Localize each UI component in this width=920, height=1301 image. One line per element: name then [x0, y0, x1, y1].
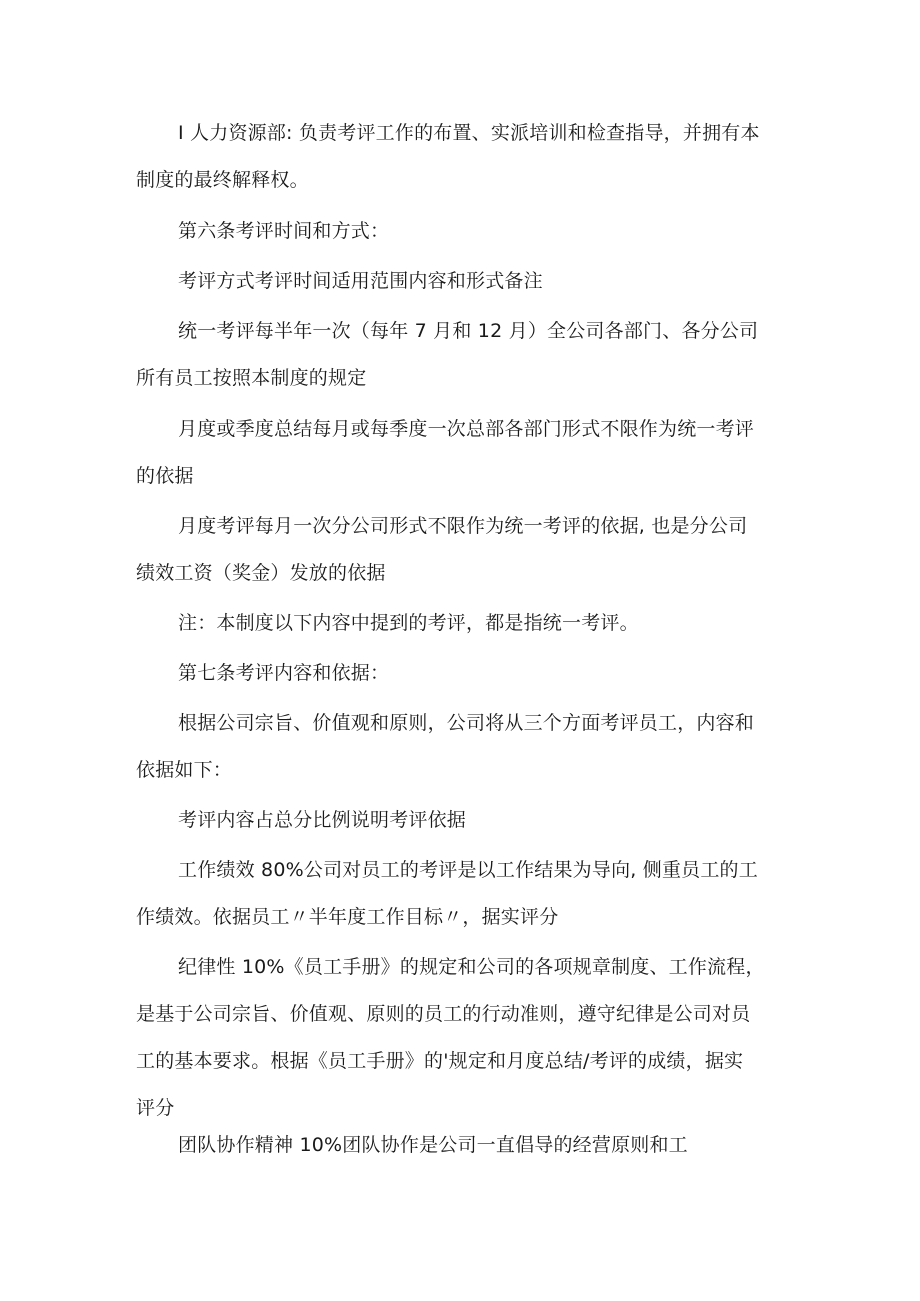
paragraph-monthly-quarterly [136, 406, 796, 500]
text-line: 的依据 [136, 465, 194, 487]
text-line: 作绩效。依据员工〃半年度工作目标〃，据实评分 [136, 906, 559, 928]
table-header-row-1 [136, 258, 796, 305]
text-line: 评分 [136, 1097, 175, 1119]
text-line: 考评内容占总分比例说明考评依据 [178, 809, 467, 831]
paragraph-monthly-review [136, 503, 796, 597]
text-line: 是基于公司宗旨、价值观、原则的员工的行动准则，遵守纪律是公司对员 [136, 1003, 751, 1025]
text-line: 制度的最终解释权。 [136, 169, 309, 191]
text-line: 所有员工按照本制度的规定 [136, 367, 367, 389]
text-line: 月度或季度总结每月或每季度一次总部各部门形式不限作为统一考评 [178, 418, 755, 440]
text-line: 依据如下： [136, 759, 233, 781]
text-line: 统一考评每半年一次（每年 7 月和 12 月）全公司各部门、各分公司 [178, 320, 759, 342]
text-line: 根据公司宗旨、价值观和原则，公司将从三个方面考评员工，内容和 [178, 712, 755, 734]
text-line: 月度考评每月一次分公司形式不限作为统一考评的依据, 也是分公司 [178, 515, 748, 537]
text-line: 工作绩效 80%公司对员工的考评是以工作结果为导向, 侧重员工的工 [178, 859, 758, 881]
text-line: 注：本制度以下内容中提到的考评，都是指统一考评。 [178, 612, 639, 634]
text-line: 纪律性 10%《员工手册》的规定和公司的各项规章制度、工作流程， [178, 956, 765, 978]
paragraph-teamwork [136, 1122, 796, 1169]
text-line: 第七条考评内容和依据： [178, 662, 390, 684]
paragraph-basis [136, 700, 796, 794]
table-header-row-2 [136, 797, 796, 844]
text-line: 考评方式考评时间适用范围内容和形式备注 [178, 270, 543, 292]
text-line: 工的基本要求。根据《员工手册》的'规定和月度总结/考评的成绩，据实 [136, 1050, 744, 1072]
text-line: 第六条考评时间和方式： [178, 220, 390, 242]
paragraph-work-performance [136, 847, 796, 941]
heading-article-7 [136, 650, 796, 697]
text-line: 团队协作精神 10%团队协作是公司一直倡导的经营原则和工 [178, 1134, 688, 1156]
text-line: I 人力资源部: 负责考评工作的布置、实派培训和检查指导，并拥有本 [178, 122, 760, 144]
paragraph-discipline [136, 944, 796, 1132]
text-line: 绩效工资（奖金）发放的依据 [136, 562, 386, 584]
paragraph-hr-responsibility [136, 110, 796, 204]
heading-article-6 [136, 208, 796, 255]
paragraph-unified-review [136, 308, 796, 402]
paragraph-note [136, 600, 796, 647]
